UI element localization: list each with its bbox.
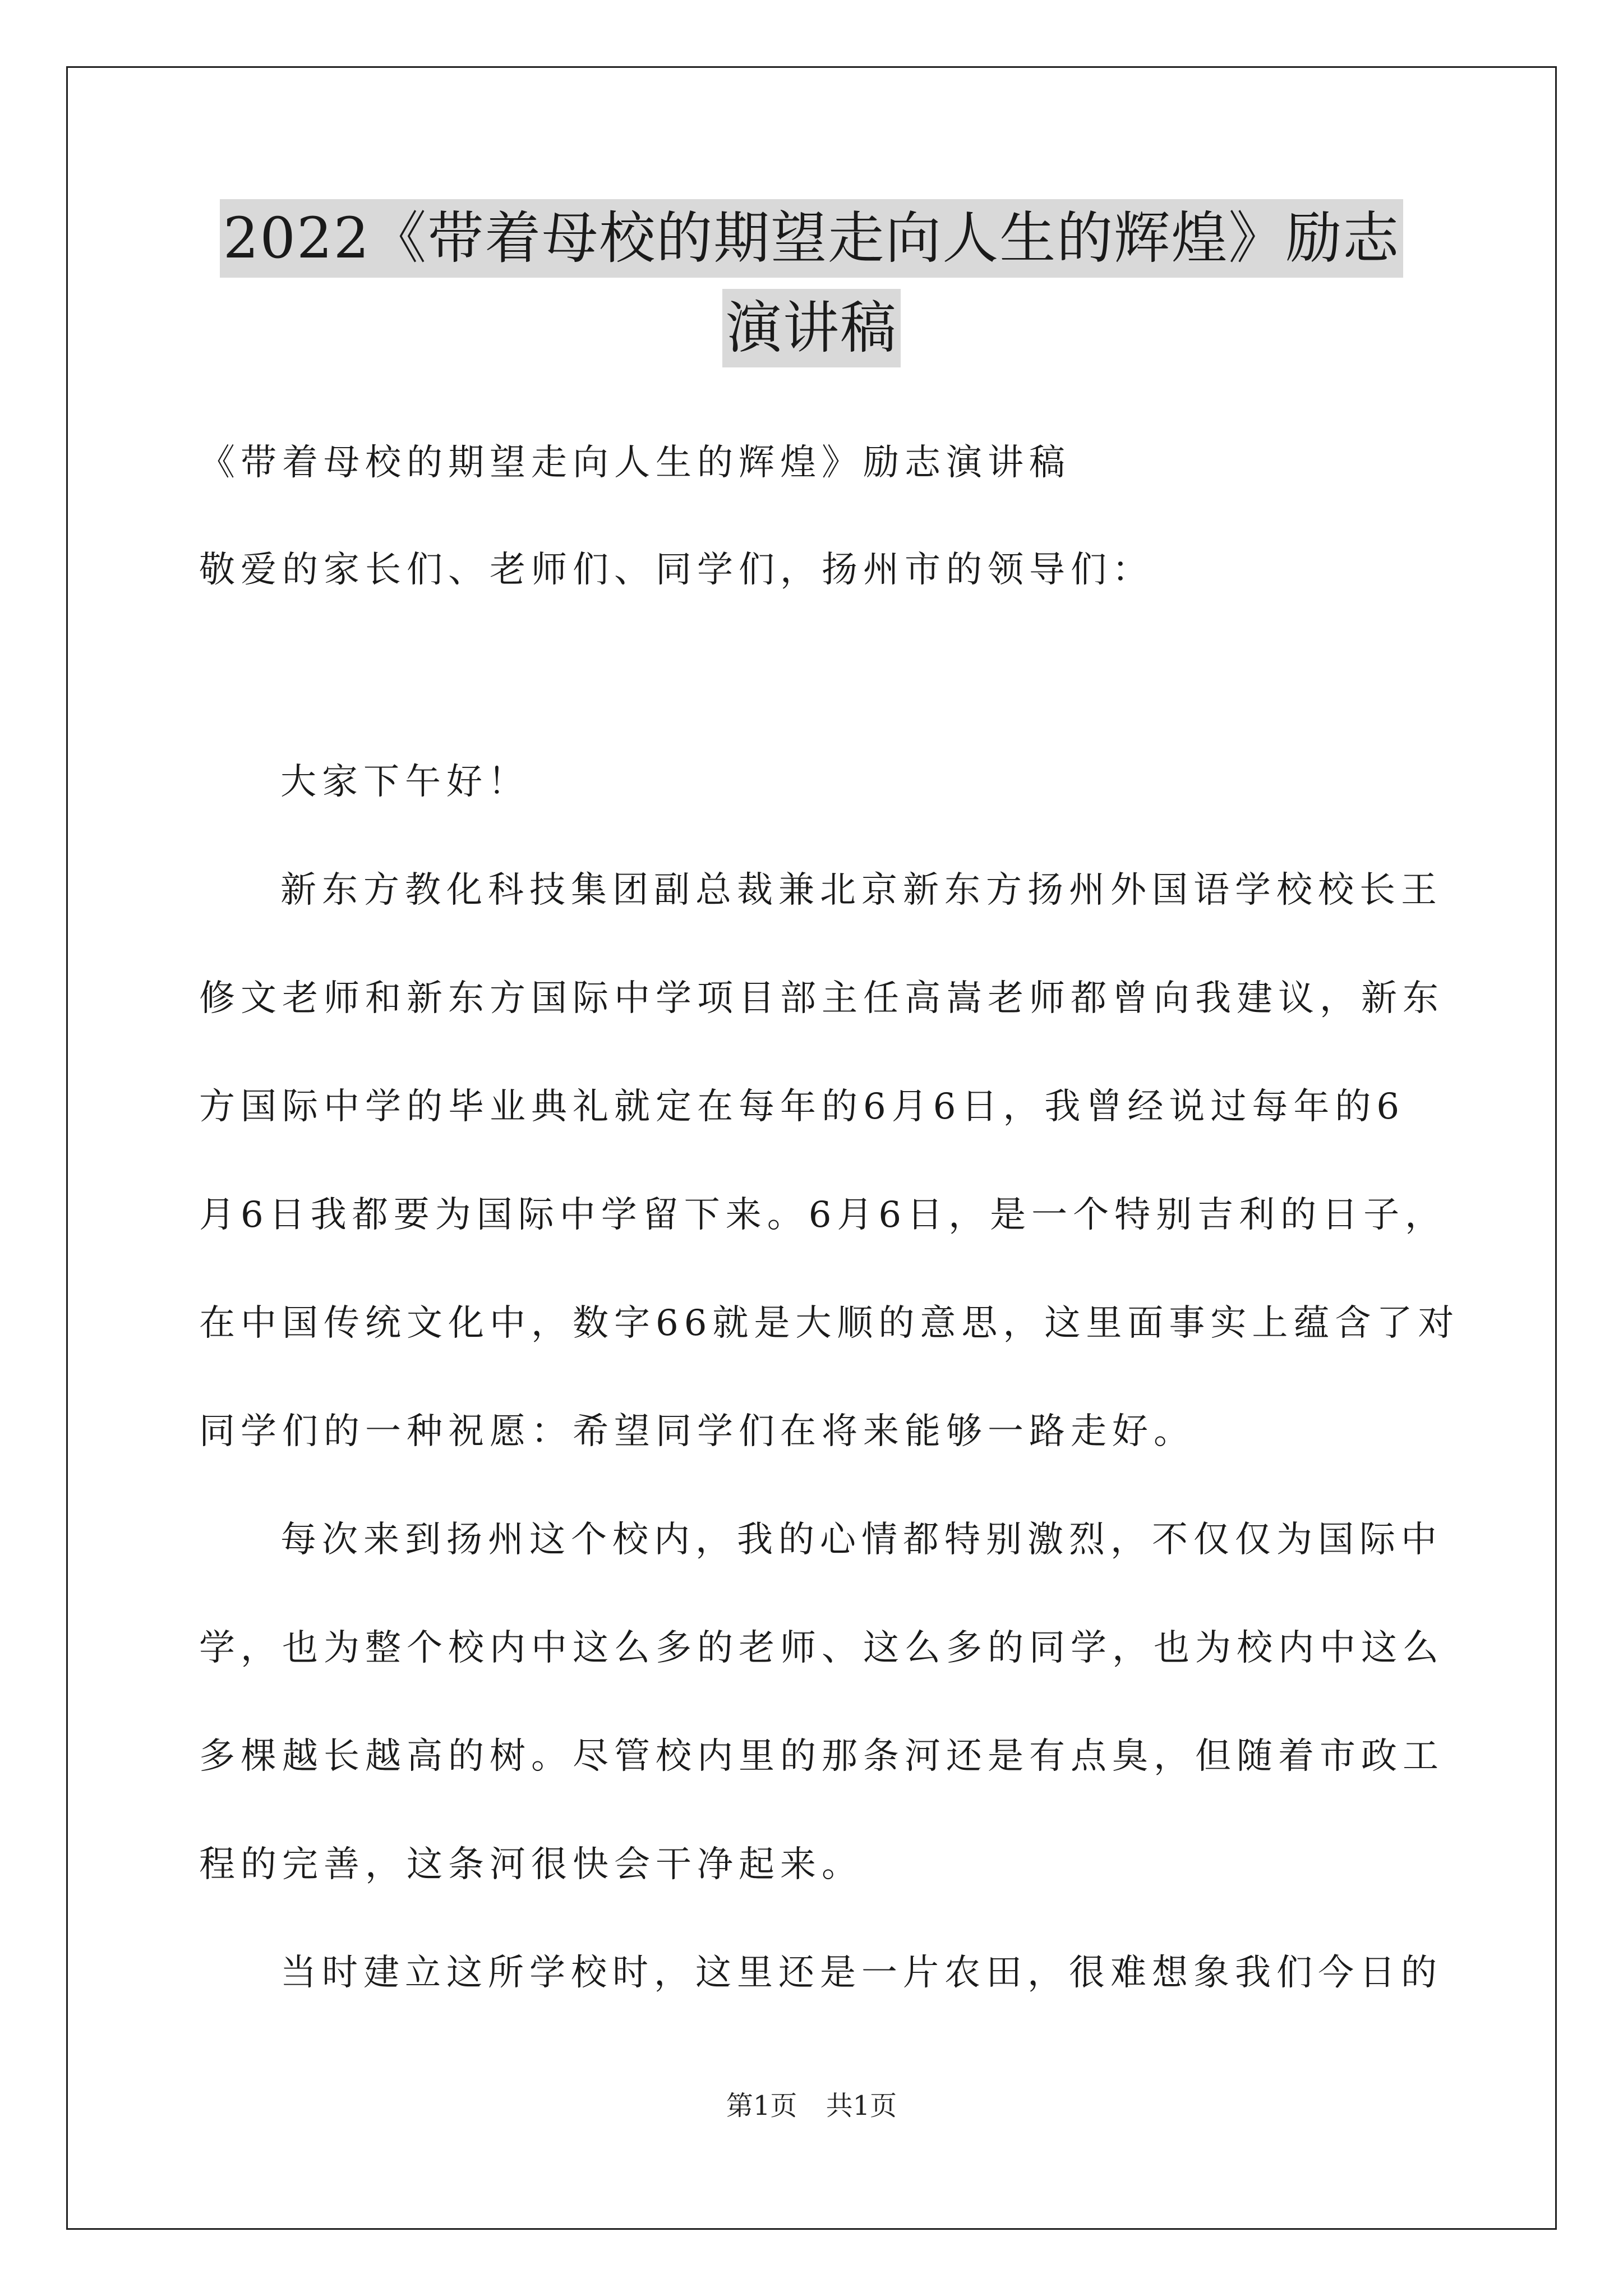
paragraph-2-line-3: 多棵越长越高的树。尽管校内里的那条河还是有点臭，但随着市政工 — [199, 1736, 1444, 1777]
page-total: 共1页 — [826, 2090, 897, 2122]
paragraph-1-line-1: 新东方教化科技集团副总裁兼北京新东方扬州外国语学校校长王 — [280, 869, 1442, 911]
paragraph-2-line-1: 每次来到扬州这个校内，我的心情都特别激烈，不仅仅为国际中 — [280, 1519, 1442, 1561]
paragraph-3-line-1: 当时建立这所学校时，这里还是一片农田，很难想象我们今日的 — [280, 1952, 1442, 1994]
salutation-line: 敬爱的家长们、老师们、同学们，扬州市的领导们： — [199, 549, 1154, 591]
paragraph-2-line-2: 学，也为整个校内中这么多的老师、这么多的同学，也为校内中这么 — [199, 1627, 1444, 1669]
paragraph-2-line-4: 程的完善，这条河很快会干净起来。 — [199, 1844, 863, 1885]
document-title — [0, 199, 1623, 379]
paragraph-1-line-4: 月6日我都要为国际中学留下来。6月6日，是一个特别吉利的日子， — [199, 1194, 1447, 1236]
page-border — [66, 66, 1557, 2230]
page-number: 第1页 — [726, 2090, 797, 2122]
subtitle-line: 《带着母校的期望走向人生的辉煌》励志演讲稿 — [199, 442, 1071, 484]
title-line-1: 2022《带着母校的期望走向人生的辉煌》励志 — [220, 199, 1404, 278]
greeting-line: 大家下午好！ — [280, 761, 529, 803]
paragraph-1-line-5: 在中国传统文化中，数字66就是大顺的意思，这里面事实上蕴含了对 — [199, 1303, 1460, 1344]
paragraph-1-line-6: 同学们的一种祝愿：希望同学们在将来能够一路走好。 — [199, 1411, 1195, 1452]
paragraph-1-line-2: 修文老师和新东方国际中学项目部主任高嵩老师都曾向我建议，新东 — [199, 978, 1444, 1019]
page-footer — [0, 2089, 1623, 2123]
title-line-2: 演讲稿 — [722, 289, 901, 367]
paragraph-1-line-3: 方国际中学的毕业典礼就定在每年的6月6日，我曾经说过每年的6 — [199, 1086, 1405, 1128]
